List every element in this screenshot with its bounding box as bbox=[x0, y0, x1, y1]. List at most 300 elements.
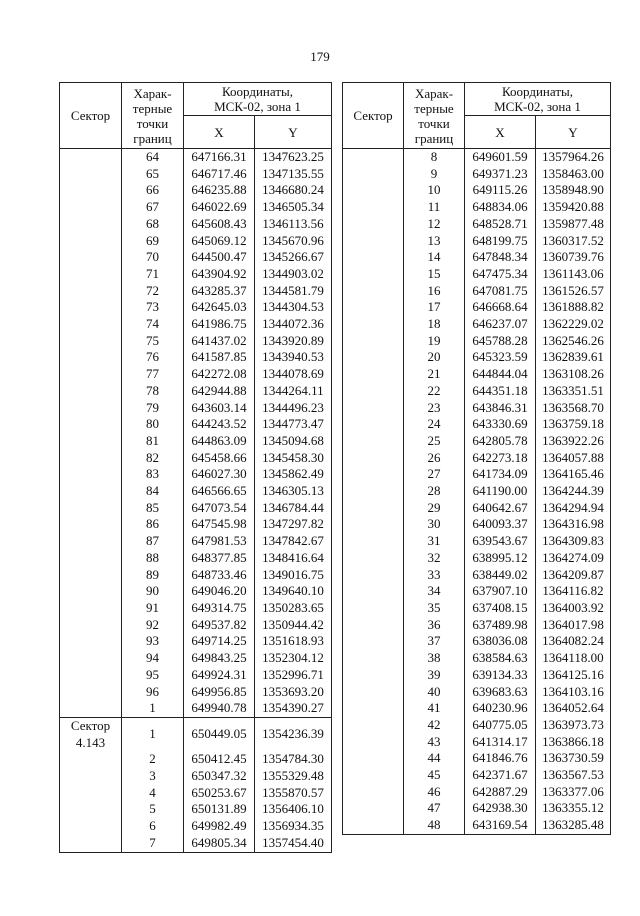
x-coordinate-cell: 642371.67 bbox=[465, 767, 536, 784]
y-coordinate-cell: 1363377.06 bbox=[536, 784, 611, 801]
point-number-cell: 20 bbox=[404, 349, 465, 366]
sector-cell bbox=[60, 266, 122, 283]
table-row bbox=[60, 383, 332, 400]
y-coordinate-cell: 1354236.39 bbox=[255, 717, 332, 751]
header-x: X bbox=[184, 116, 255, 149]
sector-cell bbox=[60, 818, 122, 835]
point-number-cell: 89 bbox=[122, 567, 184, 584]
x-coordinate-cell: 650131.89 bbox=[184, 801, 255, 818]
x-coordinate-cell: 647848.34 bbox=[465, 249, 536, 266]
point-number-cell: 81 bbox=[122, 433, 184, 450]
sector-cell bbox=[60, 600, 122, 617]
table-row bbox=[60, 199, 332, 216]
point-number-cell: 78 bbox=[122, 383, 184, 400]
sector-cell bbox=[60, 483, 122, 500]
table-row bbox=[343, 199, 611, 216]
table-row bbox=[343, 216, 611, 233]
x-coordinate-cell: 643603.14 bbox=[184, 400, 255, 417]
y-coordinate-cell: 1344903.02 bbox=[255, 266, 332, 283]
sector-cell bbox=[60, 216, 122, 233]
sector-cell bbox=[343, 199, 404, 216]
table-row bbox=[60, 818, 332, 835]
table-row bbox=[60, 400, 332, 417]
point-number-cell: 1 bbox=[122, 700, 184, 717]
sector-cell bbox=[343, 466, 404, 483]
header-coordinates: Координаты, МСК-02, зона 1 bbox=[184, 83, 332, 116]
x-coordinate-cell: 646237.07 bbox=[465, 316, 536, 333]
y-coordinate-cell: 1349640.10 bbox=[255, 583, 332, 600]
sector-cell bbox=[60, 583, 122, 600]
x-coordinate-cell: 643904.92 bbox=[184, 266, 255, 283]
y-coordinate-cell: 1364209.87 bbox=[536, 567, 611, 584]
sector-cell bbox=[343, 233, 404, 250]
table-row bbox=[343, 734, 611, 751]
y-coordinate-cell: 1347842.67 bbox=[255, 533, 332, 550]
y-coordinate-cell: 1346113.56 bbox=[255, 216, 332, 233]
sector-cell bbox=[343, 383, 404, 400]
y-coordinate-cell: 1363355.12 bbox=[536, 800, 611, 817]
y-coordinate-cell: 1353693.20 bbox=[255, 684, 332, 701]
y-coordinate-cell: 1359420.88 bbox=[536, 199, 611, 216]
header-sector: Сектор bbox=[60, 83, 122, 149]
sector-cell bbox=[343, 734, 404, 751]
sector-cell bbox=[343, 550, 404, 567]
table-row bbox=[343, 583, 611, 600]
x-coordinate-cell: 646566.65 bbox=[184, 483, 255, 500]
point-number-cell: 10 bbox=[404, 182, 465, 199]
x-coordinate-cell: 646022.69 bbox=[184, 199, 255, 216]
point-number-cell: 31 bbox=[404, 533, 465, 550]
table-row bbox=[343, 767, 611, 784]
sector-cell bbox=[343, 182, 404, 199]
table-row bbox=[343, 533, 611, 550]
point-number-cell: 44 bbox=[404, 750, 465, 767]
y-coordinate-cell: 1343920.89 bbox=[255, 333, 332, 350]
x-coordinate-cell: 650449.05 bbox=[184, 717, 255, 751]
table-row bbox=[343, 684, 611, 701]
sector-cell bbox=[343, 767, 404, 784]
sector-cell bbox=[343, 617, 404, 634]
point-number-cell: 33 bbox=[404, 567, 465, 584]
y-coordinate-cell: 1363866.18 bbox=[536, 734, 611, 751]
sector-cell bbox=[343, 750, 404, 767]
point-number-cell: 48 bbox=[404, 817, 465, 834]
x-coordinate-cell: 645788.28 bbox=[465, 333, 536, 350]
table-row bbox=[343, 349, 611, 366]
table-row bbox=[60, 650, 332, 667]
point-number-cell: 14 bbox=[404, 249, 465, 266]
table-row bbox=[60, 249, 332, 266]
x-coordinate-cell: 644500.47 bbox=[184, 249, 255, 266]
point-number-cell: 68 bbox=[122, 216, 184, 233]
y-coordinate-cell: 1364316.98 bbox=[536, 516, 611, 533]
sector-cell bbox=[343, 266, 404, 283]
point-number-cell: 17 bbox=[404, 299, 465, 316]
x-coordinate-cell: 639543.67 bbox=[465, 533, 536, 550]
sector-cell bbox=[343, 633, 404, 650]
y-coordinate-cell: 1349016.75 bbox=[255, 567, 332, 584]
sector-cell bbox=[60, 450, 122, 467]
point-number-cell: 3 bbox=[122, 768, 184, 785]
sector-cell bbox=[343, 299, 404, 316]
sector-cell bbox=[60, 366, 122, 383]
table-row bbox=[60, 751, 332, 768]
x-coordinate-cell: 641986.75 bbox=[184, 316, 255, 333]
x-coordinate-cell: 644863.09 bbox=[184, 433, 255, 450]
x-coordinate-cell: 648377.85 bbox=[184, 550, 255, 567]
y-coordinate-cell: 1363285.48 bbox=[536, 817, 611, 834]
y-coordinate-cell: 1344581.79 bbox=[255, 283, 332, 300]
sector-cell bbox=[343, 800, 404, 817]
sector-cell bbox=[60, 533, 122, 550]
x-coordinate-cell: 649601.59 bbox=[465, 149, 536, 166]
table-row bbox=[343, 299, 611, 316]
sector-cell bbox=[343, 249, 404, 266]
y-coordinate-cell: 1359877.48 bbox=[536, 216, 611, 233]
table-row bbox=[343, 416, 611, 433]
table-row bbox=[60, 801, 332, 818]
x-coordinate-cell: 649940.78 bbox=[184, 700, 255, 717]
point-number-cell: 30 bbox=[404, 516, 465, 533]
table-row bbox=[343, 650, 611, 667]
sector-cell bbox=[60, 166, 122, 183]
point-number-cell: 36 bbox=[404, 617, 465, 634]
point-number-cell: 92 bbox=[122, 617, 184, 634]
y-coordinate-cell: 1364294.94 bbox=[536, 500, 611, 517]
point-number-cell: 18 bbox=[404, 316, 465, 333]
x-coordinate-cell: 642272.08 bbox=[184, 366, 255, 383]
sector-cell bbox=[60, 650, 122, 667]
y-coordinate-cell: 1345458.30 bbox=[255, 450, 332, 467]
sector-cell bbox=[60, 233, 122, 250]
y-coordinate-cell: 1361888.82 bbox=[536, 299, 611, 316]
sector-cell bbox=[60, 700, 122, 717]
x-coordinate-cell: 648733.46 bbox=[184, 567, 255, 584]
y-coordinate-cell: 1363922.26 bbox=[536, 433, 611, 450]
x-coordinate-cell: 647475.34 bbox=[465, 266, 536, 283]
sector-cell bbox=[60, 768, 122, 785]
header-char-points: Харак- терные точки границ bbox=[404, 83, 465, 149]
sector-cell bbox=[60, 349, 122, 366]
sector-cell bbox=[60, 785, 122, 802]
point-number-cell: 11 bbox=[404, 199, 465, 216]
header-char-points: Харак- терные точки границ bbox=[122, 83, 184, 149]
table-row bbox=[343, 182, 611, 199]
point-number-cell: 37 bbox=[404, 633, 465, 650]
sector-cell bbox=[60, 751, 122, 768]
y-coordinate-cell: 1344304.53 bbox=[255, 299, 332, 316]
sector-cell bbox=[343, 667, 404, 684]
y-coordinate-cell: 1361143.06 bbox=[536, 266, 611, 283]
sector-cell bbox=[60, 684, 122, 701]
x-coordinate-cell: 642805.78 bbox=[465, 433, 536, 450]
sector-cell bbox=[343, 516, 404, 533]
y-coordinate-cell: 1362839.61 bbox=[536, 349, 611, 366]
point-number-cell: 29 bbox=[404, 500, 465, 517]
table-row bbox=[60, 483, 332, 500]
sector-cell bbox=[343, 283, 404, 300]
point-number-cell: 80 bbox=[122, 416, 184, 433]
point-number-cell: 38 bbox=[404, 650, 465, 667]
x-coordinate-cell: 637907.10 bbox=[465, 583, 536, 600]
point-number-cell: 72 bbox=[122, 283, 184, 300]
table-row bbox=[343, 383, 611, 400]
y-coordinate-cell: 1364052.64 bbox=[536, 700, 611, 717]
point-number-cell: 4 bbox=[122, 785, 184, 802]
sector-cell bbox=[60, 149, 122, 166]
sector-cell bbox=[60, 667, 122, 684]
sector-cell bbox=[343, 717, 404, 734]
point-number-cell: 13 bbox=[404, 233, 465, 250]
y-coordinate-cell: 1346680.24 bbox=[255, 182, 332, 199]
sector-cell bbox=[343, 349, 404, 366]
table-row bbox=[60, 516, 332, 533]
sector-cell bbox=[60, 550, 122, 567]
y-coordinate-cell: 1362229.02 bbox=[536, 316, 611, 333]
sector-cell bbox=[60, 416, 122, 433]
y-coordinate-cell: 1350283.65 bbox=[255, 600, 332, 617]
x-coordinate-cell: 638449.02 bbox=[465, 567, 536, 584]
point-number-cell: 82 bbox=[122, 450, 184, 467]
sector-cell bbox=[343, 700, 404, 717]
point-number-cell: 6 bbox=[122, 818, 184, 835]
point-number-cell: 2 bbox=[122, 751, 184, 768]
x-coordinate-cell: 649924.31 bbox=[184, 667, 255, 684]
y-coordinate-cell: 1354390.27 bbox=[255, 700, 332, 717]
point-number-cell: 94 bbox=[122, 650, 184, 667]
point-number-cell: 7 bbox=[122, 835, 184, 852]
y-coordinate-cell: 1345094.68 bbox=[255, 433, 332, 450]
table-row bbox=[343, 366, 611, 383]
sector-cell bbox=[343, 784, 404, 801]
x-coordinate-cell: 638584.63 bbox=[465, 650, 536, 667]
x-coordinate-cell: 638995.12 bbox=[465, 550, 536, 567]
y-coordinate-cell: 1364244.39 bbox=[536, 483, 611, 500]
header-y: Y bbox=[536, 116, 611, 149]
point-number-cell: 47 bbox=[404, 800, 465, 817]
x-coordinate-cell: 647981.53 bbox=[184, 533, 255, 550]
sector-cell bbox=[343, 450, 404, 467]
y-coordinate-cell: 1356406.10 bbox=[255, 801, 332, 818]
x-coordinate-cell: 649843.25 bbox=[184, 650, 255, 667]
table-row bbox=[60, 700, 332, 717]
x-coordinate-cell: 642273.18 bbox=[465, 450, 536, 467]
y-coordinate-cell: 1364165.46 bbox=[536, 466, 611, 483]
x-coordinate-cell: 640093.37 bbox=[465, 516, 536, 533]
coordinates-table-right bbox=[342, 82, 611, 835]
x-coordinate-cell: 641314.17 bbox=[465, 734, 536, 751]
x-coordinate-cell: 646235.88 bbox=[184, 182, 255, 199]
sector-cell bbox=[343, 316, 404, 333]
y-coordinate-cell: 1346784.44 bbox=[255, 500, 332, 517]
sector-cell bbox=[343, 567, 404, 584]
y-coordinate-cell: 1344078.69 bbox=[255, 366, 332, 383]
x-coordinate-cell: 649537.82 bbox=[184, 617, 255, 634]
header-coordinates: Координаты, МСК-02, зона 1 bbox=[465, 83, 611, 116]
x-coordinate-cell: 646027.30 bbox=[184, 466, 255, 483]
point-number-cell: 91 bbox=[122, 600, 184, 617]
x-coordinate-cell: 641587.85 bbox=[184, 349, 255, 366]
table-row bbox=[60, 533, 332, 550]
point-number-cell: 88 bbox=[122, 550, 184, 567]
table-row bbox=[60, 333, 332, 350]
x-coordinate-cell: 646717.46 bbox=[184, 166, 255, 183]
y-coordinate-cell: 1363973.73 bbox=[536, 717, 611, 734]
table-row bbox=[60, 149, 332, 166]
sector-cell bbox=[60, 283, 122, 300]
table-row bbox=[343, 266, 611, 283]
sector-label: Сектор bbox=[70, 717, 111, 733]
sector-cell bbox=[60, 567, 122, 584]
table-row bbox=[343, 516, 611, 533]
x-coordinate-cell: 640642.67 bbox=[465, 500, 536, 517]
x-coordinate-cell: 648834.06 bbox=[465, 199, 536, 216]
table-row bbox=[343, 166, 611, 183]
point-number-cell: 19 bbox=[404, 333, 465, 350]
x-coordinate-cell: 647166.31 bbox=[184, 149, 255, 166]
y-coordinate-cell: 1364125.16 bbox=[536, 667, 611, 684]
x-coordinate-cell: 646668.64 bbox=[465, 299, 536, 316]
y-coordinate-cell: 1363759.18 bbox=[536, 416, 611, 433]
point-number-cell: 39 bbox=[404, 667, 465, 684]
point-number-cell: 16 bbox=[404, 283, 465, 300]
point-number-cell: 67 bbox=[122, 199, 184, 216]
sector-cell bbox=[60, 433, 122, 450]
x-coordinate-cell: 638036.08 bbox=[465, 633, 536, 650]
table-row bbox=[343, 617, 611, 634]
table-row bbox=[343, 283, 611, 300]
header-sector: Сектор bbox=[343, 83, 404, 149]
table-row bbox=[60, 166, 332, 183]
point-number-cell: 27 bbox=[404, 466, 465, 483]
sector-cell bbox=[343, 483, 404, 500]
x-coordinate-cell: 645458.66 bbox=[184, 450, 255, 467]
point-number-cell: 75 bbox=[122, 333, 184, 350]
table-row bbox=[343, 600, 611, 617]
x-coordinate-cell: 640775.05 bbox=[465, 717, 536, 734]
sector-cell bbox=[343, 817, 404, 834]
table-row bbox=[60, 600, 332, 617]
x-coordinate-cell: 637489.98 bbox=[465, 617, 536, 634]
x-coordinate-cell: 649805.34 bbox=[184, 835, 255, 852]
x-coordinate-cell: 645069.12 bbox=[184, 233, 255, 250]
table-row bbox=[343, 784, 611, 801]
point-number-cell: 77 bbox=[122, 366, 184, 383]
sector-cell bbox=[60, 835, 122, 852]
point-number-cell: 24 bbox=[404, 416, 465, 433]
sector-cell bbox=[60, 801, 122, 818]
y-coordinate-cell: 1356934.35 bbox=[255, 818, 332, 835]
point-number-cell: 95 bbox=[122, 667, 184, 684]
y-coordinate-cell: 1351618.93 bbox=[255, 633, 332, 650]
y-coordinate-cell: 1352996.71 bbox=[255, 667, 332, 684]
x-coordinate-cell: 639683.63 bbox=[465, 684, 536, 701]
x-coordinate-cell: 647545.98 bbox=[184, 516, 255, 533]
y-coordinate-cell: 1344072.36 bbox=[255, 316, 332, 333]
point-number-cell: 87 bbox=[122, 533, 184, 550]
table-row bbox=[343, 333, 611, 350]
table-row bbox=[343, 483, 611, 500]
x-coordinate-cell: 643330.69 bbox=[465, 416, 536, 433]
table-row bbox=[343, 667, 611, 684]
y-coordinate-cell: 1364017.98 bbox=[536, 617, 611, 634]
table-row bbox=[60, 366, 332, 383]
x-coordinate-cell: 642887.29 bbox=[465, 784, 536, 801]
sector-cell bbox=[60, 617, 122, 634]
y-coordinate-cell: 1364103.16 bbox=[536, 684, 611, 701]
point-number-cell: 32 bbox=[404, 550, 465, 567]
point-number-cell: 22 bbox=[404, 383, 465, 400]
y-coordinate-cell: 1345862.49 bbox=[255, 466, 332, 483]
sector-cell bbox=[343, 533, 404, 550]
table-row bbox=[60, 349, 332, 366]
table-row bbox=[60, 583, 332, 600]
point-number-cell: 76 bbox=[122, 349, 184, 366]
sector-cell bbox=[60, 516, 122, 533]
sector-cell bbox=[60, 199, 122, 216]
table-row bbox=[60, 450, 332, 467]
page-number: 179 bbox=[310, 49, 330, 64]
table-row bbox=[343, 316, 611, 333]
sector-cell bbox=[343, 433, 404, 450]
y-coordinate-cell: 1346505.34 bbox=[255, 199, 332, 216]
x-coordinate-cell: 642944.88 bbox=[184, 383, 255, 400]
y-coordinate-cell: 1361526.57 bbox=[536, 283, 611, 300]
sector-cell bbox=[60, 182, 122, 199]
coordinates-table-left bbox=[59, 82, 332, 853]
x-coordinate-cell: 649314.75 bbox=[184, 600, 255, 617]
sector-cell bbox=[60, 249, 122, 266]
point-number-cell: 8 bbox=[404, 149, 465, 166]
table-row bbox=[343, 500, 611, 517]
y-coordinate-cell: 1347623.25 bbox=[255, 149, 332, 166]
x-coordinate-cell: 647073.54 bbox=[184, 500, 255, 517]
table-row bbox=[60, 216, 332, 233]
table-row bbox=[60, 717, 332, 751]
y-coordinate-cell: 1355329.48 bbox=[255, 768, 332, 785]
y-coordinate-cell: 1352304.12 bbox=[255, 650, 332, 667]
y-coordinate-cell: 1347297.82 bbox=[255, 516, 332, 533]
table-row bbox=[60, 266, 332, 283]
sector-label: 4.143 bbox=[75, 734, 106, 750]
point-number-cell: 5 bbox=[122, 801, 184, 818]
table-row bbox=[60, 283, 332, 300]
x-coordinate-cell: 648528.71 bbox=[465, 216, 536, 233]
y-coordinate-cell: 1362546.26 bbox=[536, 333, 611, 350]
x-coordinate-cell: 648199.75 bbox=[465, 233, 536, 250]
table-row bbox=[60, 617, 332, 634]
y-coordinate-cell: 1358463.00 bbox=[536, 166, 611, 183]
table-row bbox=[60, 316, 332, 333]
header-y: Y bbox=[255, 116, 332, 149]
y-coordinate-cell: 1344773.47 bbox=[255, 416, 332, 433]
sector-cell bbox=[343, 500, 404, 517]
sector-cell bbox=[60, 500, 122, 517]
y-coordinate-cell: 1344496.23 bbox=[255, 400, 332, 417]
x-coordinate-cell: 650412.45 bbox=[184, 751, 255, 768]
x-coordinate-cell: 645608.43 bbox=[184, 216, 255, 233]
x-coordinate-cell: 642938.30 bbox=[465, 800, 536, 817]
y-coordinate-cell: 1357964.26 bbox=[536, 149, 611, 166]
sector-cell bbox=[343, 583, 404, 600]
point-number-cell: 79 bbox=[122, 400, 184, 417]
sector-cell bbox=[60, 383, 122, 400]
y-coordinate-cell: 1364003.92 bbox=[536, 600, 611, 617]
sector-cell bbox=[343, 400, 404, 417]
x-coordinate-cell: 645323.59 bbox=[465, 349, 536, 366]
point-number-cell: 40 bbox=[404, 684, 465, 701]
point-number-cell: 85 bbox=[122, 500, 184, 517]
